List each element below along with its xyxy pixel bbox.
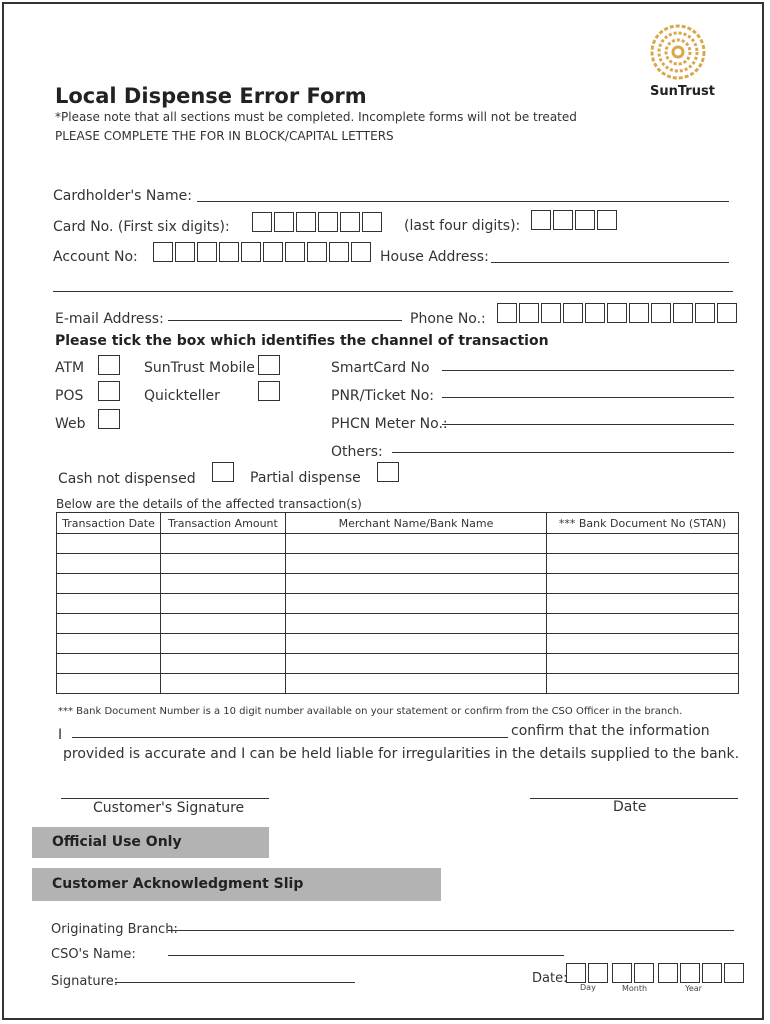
table-row[interactable] [57,574,739,594]
cardholder-name-label: Cardholder's Name: [53,188,192,204]
table-row[interactable] [57,534,739,554]
official-date-boxes[interactable] [566,963,746,983]
partial-dispense-checkbox[interactable] [377,462,399,482]
email-label: E-mail Address: [55,311,164,327]
quickteller-checkbox[interactable] [258,381,280,401]
pnr-label: PNR/Ticket No: [331,388,434,404]
cash-not-dispensed-label: Cash not dispensed [58,471,196,487]
pos-checkbox[interactable] [98,381,120,401]
declaration-line1: confirm that the information [511,723,710,739]
channel-heading: Please tick the box which identifies the channel of transaction [55,333,549,349]
smartcard-field[interactable] [442,370,734,371]
table-caption: Below are the details of the affected transaction(s) [56,497,362,511]
customer-signature-label: Customer's Signature [93,800,245,816]
col-merchant-bank: Merchant Name/Bank Name [286,513,547,534]
email-field[interactable] [168,320,402,321]
capital-letters-instruction: PLEASE COMPLETE THE FOR IN BLOCK/CAPITAL LETTERS [55,129,394,143]
pnr-field[interactable] [442,397,734,398]
ack-slip-bar: Customer Acknowledgment Slip [32,868,441,901]
others-field[interactable] [392,452,734,453]
date-label: Date [613,799,647,815]
suntrust-logo-icon [643,22,713,82]
month-label: Month [622,984,648,993]
declaration-prefix: I [58,727,63,743]
table-footnote: *** Bank Document Number is a 10 digit number available on your statement or confirm from the CSO Officer in the branch. [58,706,683,717]
web-label: Web [55,416,86,432]
web-checkbox[interactable] [98,409,120,429]
col-bank-document-no: *** Bank Document No (STAN) [547,513,739,534]
partial-dispense-label: Partial dispense [250,470,361,486]
declaration-line2: provided is accurate and I can be held liable for irregularities in the details supplied to the bank. [63,746,740,762]
table-row[interactable] [57,654,739,674]
customer-signature-field[interactable] [61,798,269,799]
table-row[interactable] [57,614,739,634]
card-last-four-label: (last four digits): [404,218,521,234]
suntrust-mobile-label: SunTrust Mobile [144,360,255,376]
completion-note: *Please note that all sections must be completed. Incomplete forms will not be treated [55,110,577,124]
house-address-field-line2[interactable] [53,291,733,292]
signature-label: Signature: [51,974,119,989]
card-first-six-boxes[interactable] [252,212,384,232]
smartcard-label: SmartCard No [331,360,430,376]
account-no-label: Account No: [53,249,138,265]
declarant-name-field[interactable] [72,737,508,738]
table-row[interactable] [57,594,739,614]
phone-label: Phone No.: [410,311,486,327]
transactions-table [56,512,739,694]
cso-name-field[interactable] [168,955,564,956]
cso-name-label: CSO's Name: [51,947,136,962]
table-row[interactable] [57,674,739,694]
page-title: Local Dispense Error Form [55,84,367,108]
official-use-bar: Official Use Only [32,827,269,858]
atm-checkbox[interactable] [98,355,120,375]
quickteller-label: Quickteller [144,388,220,404]
day-label: Day [580,983,596,992]
others-label: Others: [331,444,383,460]
table-header-row [57,513,739,534]
table-row[interactable] [57,634,739,654]
atm-label: ATM [55,360,85,376]
suntrust-mobile-checkbox[interactable] [258,355,280,375]
cash-not-dispensed-checkbox[interactable] [212,462,234,482]
phone-boxes[interactable] [497,303,739,323]
card-first-six-label: Card No. (First six digits): [53,219,230,235]
card-last-four-boxes[interactable] [531,210,619,230]
brand-name: SunTrust [650,84,715,99]
originating-branch-label: Originating Branch: [51,922,178,937]
cardholder-name-field[interactable] [197,201,729,202]
year-label: Year [685,984,702,993]
col-transaction-amount: Transaction Amount [161,513,286,534]
house-address-label: House Address: [380,249,489,265]
phcn-field[interactable] [442,424,734,425]
pos-label: POS [55,388,84,404]
phcn-label: PHCN Meter No.: [331,416,448,432]
house-address-field[interactable] [491,262,729,263]
table-row[interactable] [57,554,739,574]
official-date-label: Date: [532,971,568,986]
cso-signature-field[interactable] [115,982,355,983]
account-no-boxes[interactable] [153,242,373,262]
col-transaction-date: Transaction Date [57,513,161,534]
originating-branch-field[interactable] [168,930,734,931]
